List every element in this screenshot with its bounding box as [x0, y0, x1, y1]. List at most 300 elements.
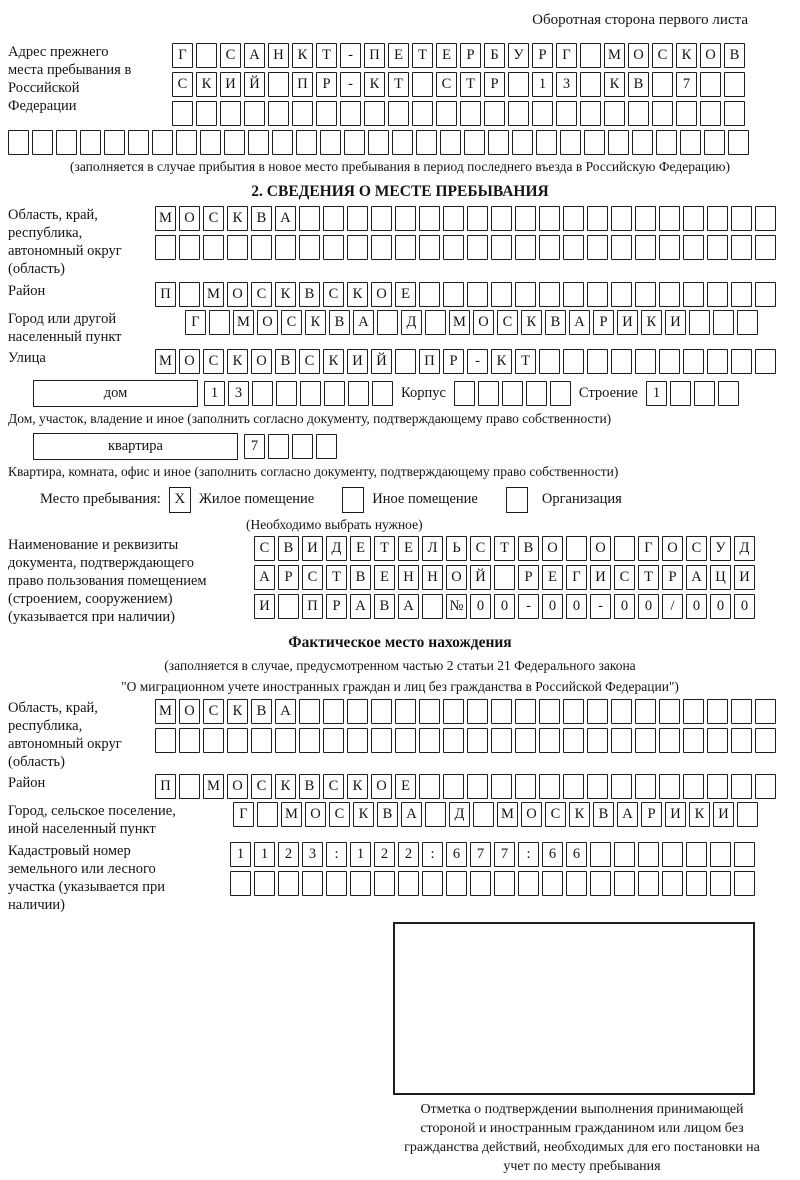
- char-box[interactable]: [755, 349, 776, 374]
- char-box[interactable]: [467, 728, 488, 753]
- char-box[interactable]: [371, 206, 392, 231]
- char-box[interactable]: [731, 235, 752, 260]
- char-box[interactable]: К: [521, 310, 542, 335]
- char-box[interactable]: И: [734, 565, 755, 590]
- char-box[interactable]: О: [628, 43, 649, 68]
- char-box[interactable]: [350, 871, 371, 896]
- char-box[interactable]: [257, 802, 278, 827]
- char-box[interactable]: [443, 235, 464, 260]
- char-box[interactable]: Г: [233, 802, 254, 827]
- char-box[interactable]: [659, 699, 680, 724]
- char-box[interactable]: В: [329, 310, 350, 335]
- char-box[interactable]: [700, 72, 721, 97]
- char-box[interactable]: 0: [494, 594, 515, 619]
- char-box[interactable]: П: [302, 594, 323, 619]
- char-box[interactable]: Д: [449, 802, 470, 827]
- char-box[interactable]: [467, 235, 488, 260]
- char-box[interactable]: [251, 235, 272, 260]
- char-box[interactable]: 0: [686, 594, 707, 619]
- char-box[interactable]: [700, 101, 721, 126]
- char-box[interactable]: В: [724, 43, 745, 68]
- char-box[interactable]: [491, 282, 512, 307]
- char-box[interactable]: [724, 72, 745, 97]
- char-box[interactable]: [179, 282, 200, 307]
- char-box[interactable]: Р: [316, 72, 337, 97]
- char-box[interactable]: [587, 728, 608, 753]
- char-box[interactable]: -: [340, 72, 361, 97]
- char-box[interactable]: В: [299, 774, 320, 799]
- char-box[interactable]: К: [353, 802, 374, 827]
- char-box[interactable]: [252, 381, 273, 406]
- char-box[interactable]: К: [196, 72, 217, 97]
- char-box[interactable]: [179, 235, 200, 260]
- char-box[interactable]: [632, 130, 653, 155]
- char-box[interactable]: [508, 101, 529, 126]
- char-box[interactable]: А: [686, 565, 707, 590]
- char-box[interactable]: Т: [388, 72, 409, 97]
- char-box[interactable]: Г: [556, 43, 577, 68]
- char-box[interactable]: 6: [446, 842, 467, 867]
- char-box[interactable]: С: [302, 565, 323, 590]
- char-box[interactable]: Е: [436, 43, 457, 68]
- char-box[interactable]: [515, 699, 536, 724]
- char-box[interactable]: [683, 349, 704, 374]
- char-box[interactable]: [460, 101, 481, 126]
- char-box[interactable]: М: [203, 282, 224, 307]
- char-box[interactable]: [587, 282, 608, 307]
- char-box[interactable]: [515, 235, 536, 260]
- char-box[interactable]: [659, 282, 680, 307]
- char-box[interactable]: Т: [494, 536, 515, 561]
- char-box[interactable]: У: [508, 43, 529, 68]
- char-box[interactable]: [419, 774, 440, 799]
- char-box[interactable]: [371, 235, 392, 260]
- char-box[interactable]: [539, 282, 560, 307]
- char-box[interactable]: С: [545, 802, 566, 827]
- char-box[interactable]: И: [713, 802, 734, 827]
- char-box[interactable]: [244, 101, 265, 126]
- char-box[interactable]: У: [710, 536, 731, 561]
- char-box[interactable]: [587, 774, 608, 799]
- char-box[interactable]: С: [251, 282, 272, 307]
- char-box[interactable]: [230, 871, 251, 896]
- char-box[interactable]: 0: [614, 594, 635, 619]
- char-box[interactable]: [563, 699, 584, 724]
- char-box[interactable]: [662, 871, 683, 896]
- char-box[interactable]: Й: [371, 349, 392, 374]
- char-box[interactable]: [704, 130, 725, 155]
- char-box[interactable]: [718, 381, 739, 406]
- char-box[interactable]: [152, 130, 173, 155]
- char-box[interactable]: [371, 699, 392, 724]
- char-box[interactable]: [364, 101, 385, 126]
- char-box[interactable]: [422, 871, 443, 896]
- char-box[interactable]: [302, 871, 323, 896]
- char-box[interactable]: [155, 235, 176, 260]
- char-box[interactable]: [292, 101, 313, 126]
- char-box[interactable]: [478, 381, 499, 406]
- char-box[interactable]: К: [227, 349, 248, 374]
- char-box[interactable]: О: [227, 774, 248, 799]
- char-box[interactable]: И: [220, 72, 241, 97]
- char-box[interactable]: И: [665, 310, 686, 335]
- char-box[interactable]: А: [617, 802, 638, 827]
- char-box[interactable]: Е: [398, 536, 419, 561]
- char-box[interactable]: Р: [460, 43, 481, 68]
- char-box[interactable]: 1: [204, 381, 225, 406]
- char-box[interactable]: [268, 434, 289, 459]
- char-box[interactable]: Д: [734, 536, 755, 561]
- char-box[interactable]: Р: [484, 72, 505, 97]
- char-box[interactable]: О: [521, 802, 542, 827]
- char-box[interactable]: [299, 728, 320, 753]
- char-box[interactable]: [422, 594, 443, 619]
- char-box[interactable]: В: [251, 699, 272, 724]
- char-box[interactable]: [707, 206, 728, 231]
- char-box[interactable]: [443, 728, 464, 753]
- char-box[interactable]: [707, 774, 728, 799]
- char-box[interactable]: [254, 871, 275, 896]
- char-box[interactable]: С: [254, 536, 275, 561]
- char-box[interactable]: К: [275, 774, 296, 799]
- char-box[interactable]: [443, 699, 464, 724]
- char-box[interactable]: [539, 699, 560, 724]
- char-box[interactable]: [398, 871, 419, 896]
- char-box[interactable]: Г: [185, 310, 206, 335]
- char-box[interactable]: [755, 282, 776, 307]
- char-box[interactable]: [676, 101, 697, 126]
- char-box[interactable]: [566, 871, 587, 896]
- char-box[interactable]: [196, 101, 217, 126]
- char-box[interactable]: [611, 774, 632, 799]
- char-box[interactable]: С: [686, 536, 707, 561]
- char-box[interactable]: [584, 130, 605, 155]
- char-box[interactable]: [656, 130, 677, 155]
- char-box[interactable]: В: [275, 349, 296, 374]
- char-box[interactable]: [196, 43, 217, 68]
- char-box[interactable]: 3: [556, 72, 577, 97]
- char-box[interactable]: [707, 699, 728, 724]
- char-box[interactable]: [348, 381, 369, 406]
- char-box[interactable]: [731, 282, 752, 307]
- char-box[interactable]: 1: [230, 842, 251, 867]
- char-box[interactable]: [172, 101, 193, 126]
- char-box[interactable]: [412, 101, 433, 126]
- char-box[interactable]: К: [347, 774, 368, 799]
- char-box[interactable]: [395, 349, 416, 374]
- char-box[interactable]: [707, 235, 728, 260]
- char-box[interactable]: -: [518, 594, 539, 619]
- char-box[interactable]: С: [497, 310, 518, 335]
- char-box[interactable]: М: [604, 43, 625, 68]
- char-box[interactable]: [680, 130, 701, 155]
- char-box[interactable]: [683, 728, 704, 753]
- char-box[interactable]: [275, 728, 296, 753]
- char-box[interactable]: [587, 235, 608, 260]
- char-box[interactable]: Й: [244, 72, 265, 97]
- char-box[interactable]: [683, 206, 704, 231]
- char-box[interactable]: Т: [412, 43, 433, 68]
- char-box[interactable]: С: [251, 774, 272, 799]
- char-box[interactable]: К: [689, 802, 710, 827]
- char-box[interactable]: [731, 728, 752, 753]
- char-box[interactable]: -: [590, 594, 611, 619]
- char-box[interactable]: [491, 699, 512, 724]
- char-box[interactable]: [425, 802, 446, 827]
- char-box[interactable]: [443, 206, 464, 231]
- char-box[interactable]: [248, 130, 269, 155]
- char-box[interactable]: И: [590, 565, 611, 590]
- char-box[interactable]: [608, 130, 629, 155]
- char-box[interactable]: [694, 381, 715, 406]
- char-box[interactable]: [683, 282, 704, 307]
- char-box[interactable]: [614, 842, 635, 867]
- char-box[interactable]: 1: [532, 72, 553, 97]
- char-box[interactable]: [443, 774, 464, 799]
- char-box[interactable]: В: [377, 802, 398, 827]
- char-box[interactable]: К: [491, 349, 512, 374]
- char-box[interactable]: [512, 130, 533, 155]
- char-box[interactable]: Е: [395, 774, 416, 799]
- char-box[interactable]: К: [641, 310, 662, 335]
- char-box[interactable]: [659, 206, 680, 231]
- char-box[interactable]: Н: [422, 565, 443, 590]
- char-box[interactable]: 2: [398, 842, 419, 867]
- char-box[interactable]: И: [347, 349, 368, 374]
- char-box[interactable]: [8, 130, 29, 155]
- char-box[interactable]: [755, 774, 776, 799]
- char-box[interactable]: Р: [278, 565, 299, 590]
- char-box[interactable]: [388, 101, 409, 126]
- char-box[interactable]: [323, 235, 344, 260]
- char-box[interactable]: [710, 871, 731, 896]
- char-box[interactable]: И: [617, 310, 638, 335]
- char-box[interactable]: [635, 349, 656, 374]
- char-box[interactable]: Т: [460, 72, 481, 97]
- char-box[interactable]: [372, 381, 393, 406]
- char-box[interactable]: [395, 699, 416, 724]
- char-box[interactable]: В: [251, 206, 272, 231]
- char-box[interactable]: О: [257, 310, 278, 335]
- char-box[interactable]: [638, 871, 659, 896]
- char-box[interactable]: [542, 871, 563, 896]
- char-box[interactable]: [155, 728, 176, 753]
- char-box[interactable]: [566, 536, 587, 561]
- char-box[interactable]: [323, 728, 344, 753]
- char-box[interactable]: Д: [401, 310, 422, 335]
- char-box[interactable]: [368, 130, 389, 155]
- char-box[interactable]: [638, 842, 659, 867]
- char-box[interactable]: С: [614, 565, 635, 590]
- char-box[interactable]: [470, 871, 491, 896]
- char-box[interactable]: С: [436, 72, 457, 97]
- char-box[interactable]: [670, 381, 691, 406]
- char-box[interactable]: М: [155, 349, 176, 374]
- char-box[interactable]: [713, 310, 734, 335]
- char-box[interactable]: Н: [268, 43, 289, 68]
- char-box[interactable]: Р: [518, 565, 539, 590]
- char-box[interactable]: 0: [566, 594, 587, 619]
- char-box[interactable]: Т: [638, 565, 659, 590]
- char-box[interactable]: О: [371, 774, 392, 799]
- char-box[interactable]: Т: [326, 565, 347, 590]
- char-box[interactable]: С: [470, 536, 491, 561]
- char-box[interactable]: [683, 235, 704, 260]
- char-box[interactable]: [488, 130, 509, 155]
- char-box[interactable]: П: [155, 774, 176, 799]
- char-box[interactable]: [179, 774, 200, 799]
- char-box[interactable]: [323, 206, 344, 231]
- char-box[interactable]: С: [172, 72, 193, 97]
- char-box[interactable]: 7: [470, 842, 491, 867]
- char-box[interactable]: [689, 310, 710, 335]
- char-box[interactable]: С: [281, 310, 302, 335]
- char-box[interactable]: [683, 699, 704, 724]
- char-box[interactable]: П: [155, 282, 176, 307]
- char-box[interactable]: [737, 802, 758, 827]
- char-box[interactable]: [494, 565, 515, 590]
- char-box[interactable]: Р: [641, 802, 662, 827]
- char-box[interactable]: [227, 235, 248, 260]
- char-box[interactable]: [326, 871, 347, 896]
- char-box[interactable]: В: [593, 802, 614, 827]
- char-box[interactable]: [251, 728, 272, 753]
- char-box[interactable]: [419, 728, 440, 753]
- char-box[interactable]: Д: [326, 536, 347, 561]
- char-box[interactable]: [395, 728, 416, 753]
- char-box[interactable]: О: [662, 536, 683, 561]
- char-box[interactable]: [227, 728, 248, 753]
- char-box[interactable]: [323, 699, 344, 724]
- char-box[interactable]: С: [329, 802, 350, 827]
- char-box[interactable]: -: [467, 349, 488, 374]
- char-box[interactable]: 1: [646, 381, 667, 406]
- char-box[interactable]: [635, 282, 656, 307]
- char-box[interactable]: [419, 206, 440, 231]
- char-box[interactable]: [550, 381, 571, 406]
- char-box[interactable]: Ь: [446, 536, 467, 561]
- char-box[interactable]: [539, 235, 560, 260]
- char-box[interactable]: А: [244, 43, 265, 68]
- char-box[interactable]: В: [350, 565, 371, 590]
- char-box[interactable]: [347, 699, 368, 724]
- char-box[interactable]: [635, 206, 656, 231]
- char-box[interactable]: [443, 282, 464, 307]
- char-box[interactable]: 0: [734, 594, 755, 619]
- char-box[interactable]: П: [419, 349, 440, 374]
- char-box[interactable]: [467, 699, 488, 724]
- char-box[interactable]: [587, 206, 608, 231]
- char-box[interactable]: [425, 310, 446, 335]
- char-box[interactable]: [220, 101, 241, 126]
- char-box[interactable]: [347, 235, 368, 260]
- char-box[interactable]: [590, 842, 611, 867]
- char-box[interactable]: [686, 871, 707, 896]
- char-box[interactable]: 3: [302, 842, 323, 867]
- char-box[interactable]: [686, 842, 707, 867]
- char-box[interactable]: [737, 310, 758, 335]
- char-box[interactable]: К: [604, 72, 625, 97]
- char-box[interactable]: 0: [638, 594, 659, 619]
- char-box[interactable]: Г: [172, 43, 193, 68]
- char-box[interactable]: О: [179, 699, 200, 724]
- char-box[interactable]: [539, 349, 560, 374]
- char-box[interactable]: В: [374, 594, 395, 619]
- char-box[interactable]: [635, 774, 656, 799]
- char-box[interactable]: [515, 774, 536, 799]
- char-box[interactable]: [104, 130, 125, 155]
- char-box[interactable]: [539, 206, 560, 231]
- char-box[interactable]: [604, 101, 625, 126]
- char-box[interactable]: [755, 206, 776, 231]
- char-box[interactable]: 0: [710, 594, 731, 619]
- char-box[interactable]: О: [179, 349, 200, 374]
- char-box[interactable]: [635, 728, 656, 753]
- char-box[interactable]: [275, 235, 296, 260]
- char-box[interactable]: [560, 130, 581, 155]
- char-box[interactable]: 6: [542, 842, 563, 867]
- char-box[interactable]: [347, 206, 368, 231]
- char-box[interactable]: [371, 728, 392, 753]
- char-box[interactable]: [200, 130, 221, 155]
- char-box[interactable]: С: [203, 349, 224, 374]
- char-box[interactable]: [464, 130, 485, 155]
- char-box[interactable]: [494, 871, 515, 896]
- char-box[interactable]: Ц: [710, 565, 731, 590]
- char-box[interactable]: С: [652, 43, 673, 68]
- char-box[interactable]: Г: [566, 565, 587, 590]
- char-box[interactable]: В: [545, 310, 566, 335]
- char-box[interactable]: [446, 871, 467, 896]
- char-box[interactable]: [272, 130, 293, 155]
- char-box[interactable]: С: [203, 699, 224, 724]
- char-box[interactable]: О: [251, 349, 272, 374]
- char-box[interactable]: [611, 349, 632, 374]
- char-box[interactable]: [587, 349, 608, 374]
- char-box[interactable]: [491, 235, 512, 260]
- char-box[interactable]: [659, 349, 680, 374]
- char-box[interactable]: 6: [566, 842, 587, 867]
- char-box[interactable]: 7: [244, 434, 265, 459]
- char-box[interactable]: [224, 130, 245, 155]
- other-premises-checkbox[interactable]: [342, 487, 364, 513]
- char-box[interactable]: [128, 130, 149, 155]
- char-box[interactable]: [659, 728, 680, 753]
- char-box[interactable]: [683, 774, 704, 799]
- char-box[interactable]: [296, 130, 317, 155]
- char-box[interactable]: К: [292, 43, 313, 68]
- char-box[interactable]: А: [275, 206, 296, 231]
- char-box[interactable]: 7: [676, 72, 697, 97]
- char-box[interactable]: [374, 871, 395, 896]
- char-box[interactable]: :: [422, 842, 443, 867]
- char-box[interactable]: [580, 72, 601, 97]
- char-box[interactable]: [707, 728, 728, 753]
- char-box[interactable]: С: [299, 349, 320, 374]
- char-box[interactable]: [320, 130, 341, 155]
- char-box[interactable]: [203, 235, 224, 260]
- char-box[interactable]: [56, 130, 77, 155]
- char-box[interactable]: [276, 381, 297, 406]
- char-box[interactable]: П: [292, 72, 313, 97]
- char-box[interactable]: К: [323, 349, 344, 374]
- char-box[interactable]: К: [347, 282, 368, 307]
- char-box[interactable]: К: [227, 206, 248, 231]
- char-box[interactable]: [614, 871, 635, 896]
- char-box[interactable]: М: [281, 802, 302, 827]
- char-box[interactable]: К: [275, 282, 296, 307]
- char-box[interactable]: Т: [374, 536, 395, 561]
